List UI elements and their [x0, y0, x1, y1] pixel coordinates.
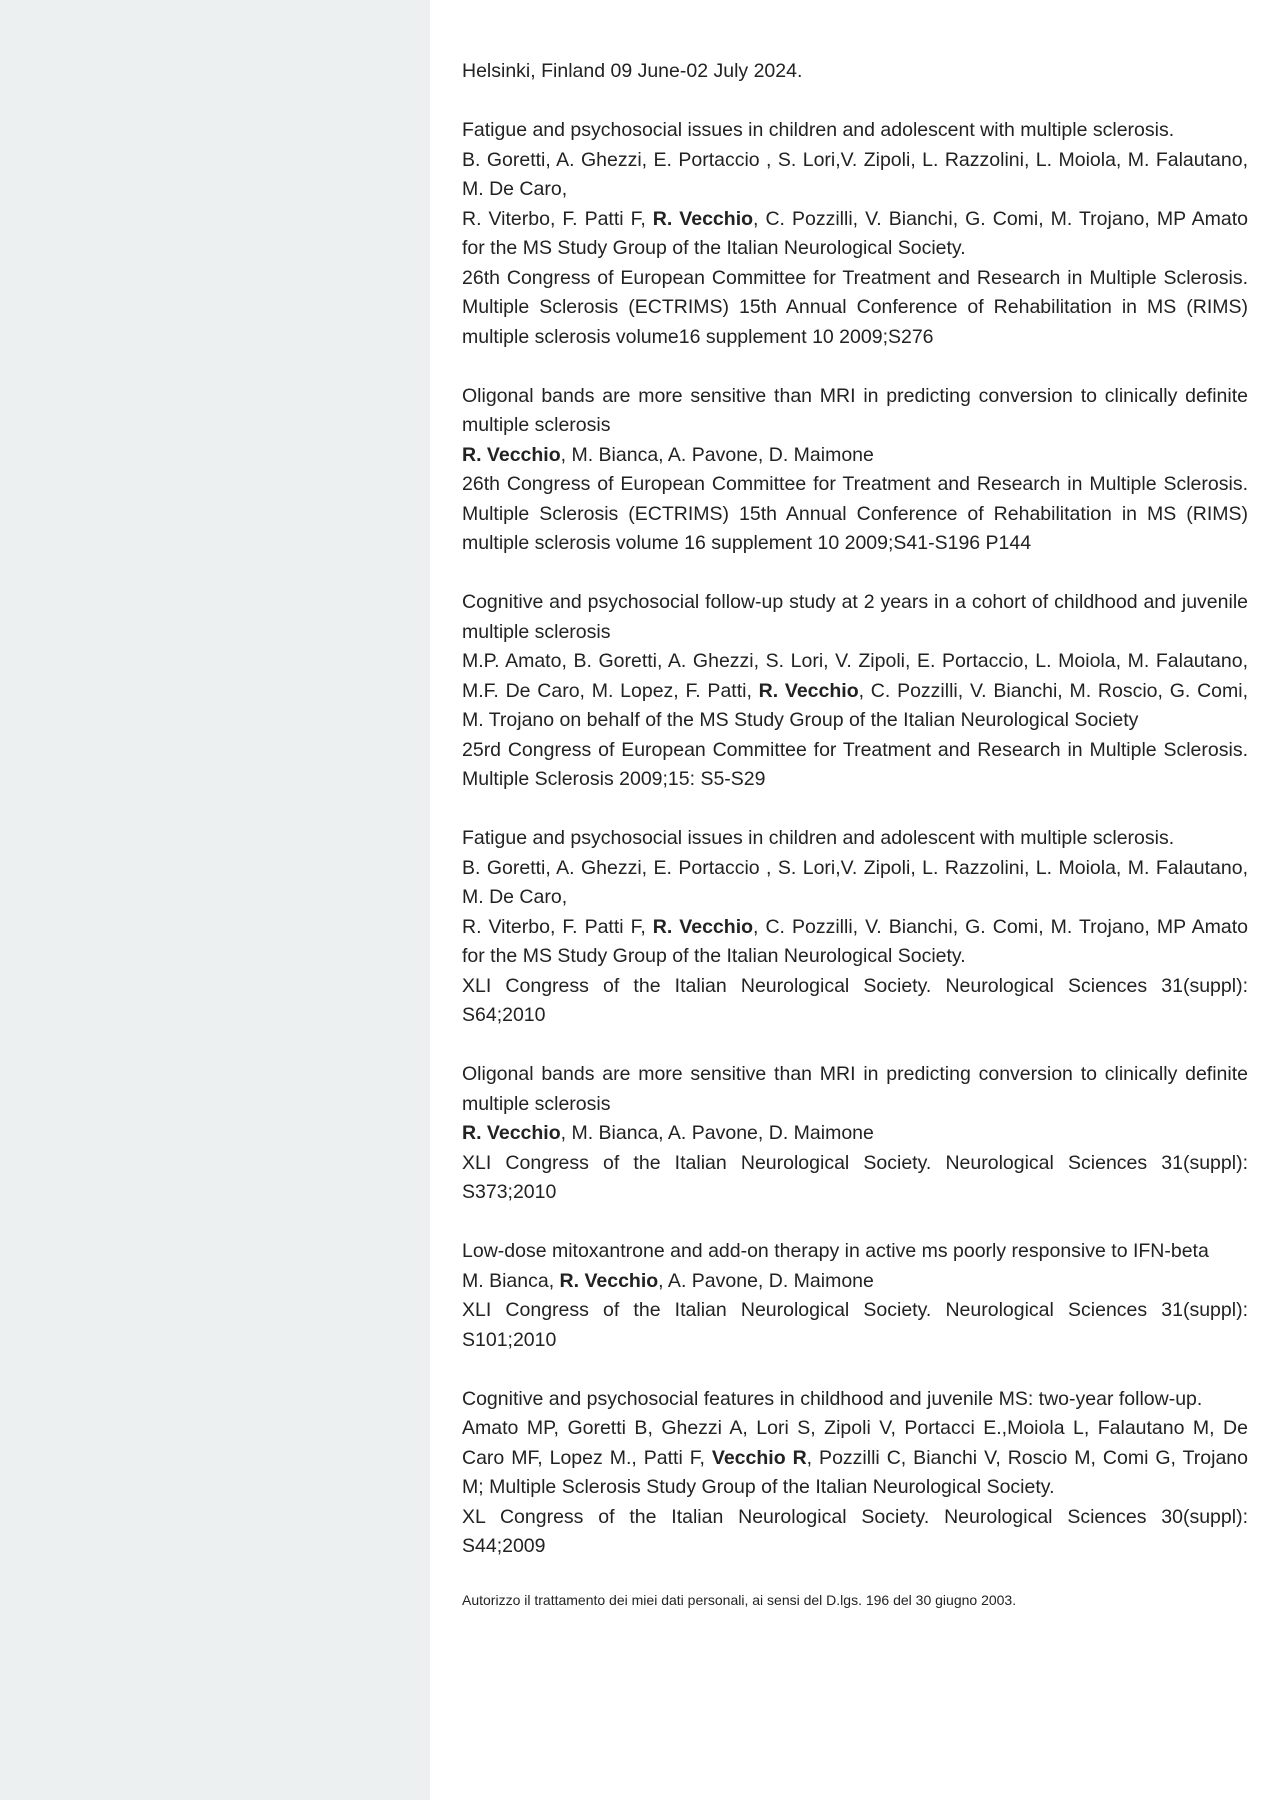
publication-entry [462, 1060, 1248, 1208]
author-text: , C. Pozzilli, V. Bianchi, G. Comi, M. Trojano, MP Amato for the MS Study Group of the Italian Neurological Society. [462, 207, 1249, 259]
publication-source: 26th Congress of European Committee for Treatment and Research in Multiple Sclerosis. Multiple Sclerosis (ECTRIMS) 15th Annual Conference of Rehabilitation in MS (RIMS) multiple sclerosis volume 16 supplement 10 2009;S41-S196 P144 [462, 473, 1248, 554]
highlighted-author: R. Vecchio [652, 915, 754, 938]
publication-title: Fatigue and psychosocial issues in children and adolescent with multiple sclerosis. [462, 827, 1175, 849]
publication-authors [462, 1267, 1248, 1297]
author-text: R. Viterbo, F. Patti F, [462, 915, 653, 938]
publication-authors [462, 1119, 1248, 1149]
document-content [462, 57, 1248, 1609]
author-text: M.P. Amato, B. Goretti, A. Ghezzi, S. Lori, V. Zipoli, E. Portaccio, L. Moiola, M. Falautano, M.F. De Caro, M. Lopez, F. Patti, [462, 650, 1248, 702]
highlighted-author: R. Vecchio [652, 207, 754, 230]
publication-authors [462, 205, 1248, 264]
publication-source: XLI Congress of the Italian Neurological Society. Neurological Sciences 31(suppl): S101;2010 [462, 1299, 1248, 1351]
publication-entry [462, 588, 1248, 795]
publication-authors [462, 647, 1248, 736]
publication-title: Oligonal bands are more sensitive than MRI in predicting conversion to clinically definite multiple sclerosis [462, 1063, 1248, 1115]
publication-source: XLI Congress of the Italian Neurological Society. Neurological Sciences 31(suppl): S373;2010 [462, 1151, 1248, 1203]
publication-authors: B. Goretti, A. Ghezzi, E. Portaccio , S. Lori,V. Zipoli, L. Razzolini, L. Moiola, M. Falautano, M. De Caro, [462, 856, 1248, 908]
publication-title: Low-dose mitoxantrone and add-on therapy in active ms poorly responsive to IFN-beta [462, 1240, 1209, 1262]
publication-authors [462, 1414, 1248, 1503]
privacy-consent-note: Autorizzo il trattamento dei miei dati personali, ai sensi del D.lgs. 196 del 30 giugno 2003. [462, 1592, 1017, 1608]
author-text: R. Viterbo, F. Patti F, [462, 207, 653, 230]
publication-entry [462, 382, 1248, 559]
publication-source: XL Congress of the Italian Neurological Society. Neurological Sciences 30(suppl): S44;2009 [462, 1505, 1248, 1557]
publication-title: Oligonal bands are more sensitive than MRI in predicting conversion to clinically definite multiple sclerosis [462, 384, 1248, 436]
publication-source: 26th Congress of European Committee for Treatment and Research in Multiple Sclerosis. Multiple Sclerosis (ECTRIMS) 15th Annual Conference of Rehabilitation in MS (RIMS) multiple sclerosis volume16 supplement 10 2009;S276 [462, 266, 1248, 348]
author-text: , M. Bianca, A. Pavone, D. Maimone [560, 1122, 874, 1144]
sidebar-panel [0, 0, 430, 1800]
publication-source: 25rd Congress of European Committee for Treatment and Research in Multiple Sclerosis. Multiple Sclerosis 2009;15: S5-S29 [462, 738, 1248, 790]
author-text: , C. Pozzilli, V. Bianchi, G. Comi, M. Trojano, MP Amato for the MS Study Group of the Italian Neurological Society. [462, 915, 1249, 967]
author-text: , C. Pozzilli, V. Bianchi, M. Roscio, G. Comi, M. Trojano on behalf of the MS Study Group of the Italian Neurological Society [462, 679, 1248, 731]
publication-source: XLI Congress of the Italian Neurological Society. Neurological Sciences 31(suppl): S64;2010 [462, 974, 1248, 1026]
author-text: M. Bianca, [462, 1269, 560, 1292]
publication-entry [462, 824, 1248, 1031]
highlighted-author: R. Vecchio [758, 679, 859, 702]
publication-authors [462, 913, 1248, 972]
author-text: , Pozzilli C, Bianchi V, Roscio M, Comi G, Trojano M; Multiple Sclerosis Study Group of the Italian Neurological Society. [462, 1446, 1248, 1498]
highlighted-author: R. Vecchio [462, 1122, 561, 1144]
publication-authors [462, 441, 1248, 471]
publication-title: Fatigue and psychosocial issues in children and adolescent with multiple sclerosis. [462, 119, 1175, 141]
author-text: , M. Bianca, A. Pavone, D. Maimone [560, 443, 874, 466]
highlighted-author: Vecchio R [711, 1446, 807, 1469]
author-text: Amato MP, Goretti B, Ghezzi A, Lori S, Zipoli V, Portacci E.,Moiola L, Falautano M, De Caro MF, Lopez M., Patti F, [462, 1417, 1248, 1469]
highlighted-author: R. Vecchio [559, 1269, 659, 1292]
publication-title: Cognitive and psychosocial features in childhood and juvenile MS: two-year follow-up. [462, 1387, 1203, 1410]
publication-entry [462, 1237, 1248, 1355]
location-date: Helsinki, Finland 09 June-02 July 2024. [462, 60, 803, 82]
publication-title: Cognitive and psychosocial follow-up study at 2 years in a cohort of childhood and juvenile multiple sclerosis [462, 591, 1248, 643]
publication-entry [462, 116, 1248, 352]
publication-authors: B. Goretti, A. Ghezzi, E. Portaccio , S. Lori,V. Zipoli, L. Razzolini, L. Moiola, M. Falautano, M. De Caro, [462, 148, 1248, 200]
highlighted-author: R. Vecchio [462, 443, 561, 466]
author-text: , A. Pavone, D. Maimone [658, 1269, 874, 1292]
publication-entry [462, 1385, 1248, 1562]
